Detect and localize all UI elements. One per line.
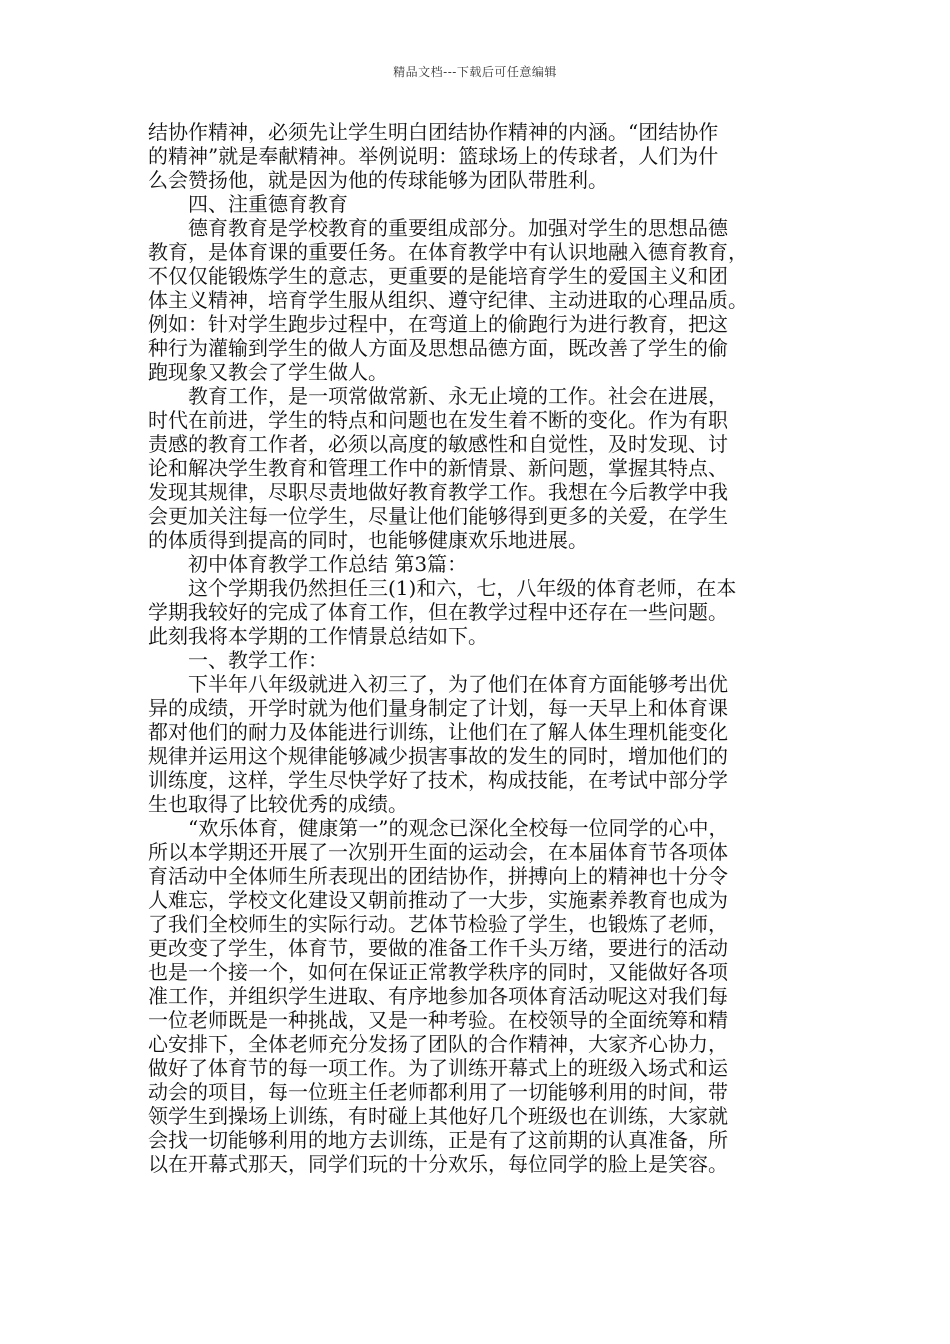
text-line: 会更加关注每一位学生，尽量让他们能够得到更多的关爱，在学生: [148, 504, 728, 528]
page-header: 精品文档---下载后可任意编辑: [393, 65, 557, 79]
text-line: 动会的项目，每一位班主任老师都利用了一切能够利用的时间，带: [148, 1080, 728, 1104]
text-line: 异的成绩，开学时就为他们量身制定了计划，每一天早上和体育课: [148, 696, 728, 720]
text-line: 的体质得到提高的同时，也能够健康欢乐地进展。: [148, 528, 588, 552]
text-line: 人难忘，学校文化建设又朝前推动了一大步，实施素养教育也成为: [148, 888, 728, 912]
text-line: 一、教学工作：: [188, 648, 328, 672]
text-line: 的精神”就是奉献精神。举例说明：篮球场上的传球者，人们为什: [148, 144, 719, 168]
text-line: 也是一个接一个，如何在保证正常教学秩序的同时，又能做好各项: [148, 960, 728, 984]
text-line: 领学生到操场上训练，有时碰上其他好几个班级也在训练，大家就: [148, 1104, 728, 1128]
text-line: 教育工作，是一项常做常新、永无止境的工作。社会在进展，: [188, 384, 728, 408]
text-line: 生也取得了比较优秀的成绩。: [148, 792, 408, 816]
text-line: 论和解决学生教育和管理工作中的新情景、新问题，掌握其特点、: [148, 456, 728, 480]
text-line: 准工作，并组织学生进取、有序地参加各项体育活动呢这对我们每: [148, 984, 728, 1008]
text-line: 规律并运用这个规律能够减少损害事故的发生的同时，增加他们的: [148, 744, 728, 768]
text-line: 初中体育教学工作总结 第3篇：: [188, 552, 468, 576]
text-line: 发现其规律，尽职尽责地做好教育教学工作。我想在今后教学中我: [148, 480, 728, 504]
text-line: 以在开幕式那天，同学们玩的十分欢乐，每位同学的脸上是笑容。: [148, 1152, 728, 1176]
text-line: 一位老师既是一种挑战，又是一种考验。在校领导的全面统筹和精: [148, 1008, 728, 1032]
text-line: 心安排下，全体老师充分发扬了团队的合作精神，大家齐心协力，: [148, 1032, 728, 1056]
text-line: 这个学期我仍然担任三(1)和六，七，八年级的体育老师，在本: [188, 576, 737, 600]
text-line: 不仅仅能锻炼学生的意志，更重要的是能培育学生的爱国主义和团: [148, 264, 728, 288]
text-line: 了我们全校师生的实际行动。艺体节检验了学生，也锻炼了老师，: [148, 912, 728, 936]
text-line: 会找一切能够利用的地方去训练，正是有了这前期的认真准备，所: [148, 1128, 728, 1152]
text-line: 此刻我将本学期的工作情景总结如下。: [148, 624, 488, 648]
text-line: 做好了体育节的每一项工作。为了训练开幕式上的班级入场式和运: [148, 1056, 728, 1080]
text-line: 德育教育是学校教育的重要组成部分。加强对学生的思想品德: [188, 216, 728, 240]
text-line: 训练度，这样，学生尽快学好了技术，构成技能，在考试中部分学: [148, 768, 728, 792]
text-line: 教育，是体育课的重要任务。在体育教学中有认识地融入德育教育，: [148, 240, 748, 264]
text-line: 所以本学期还开展了一次别开生面的运动会，在本届体育节各项体: [148, 840, 728, 864]
text-line: 时代在前进，学生的特点和问题也在发生着不断的变化。作为有职: [148, 408, 728, 432]
text-line: 责感的教育工作者，必须以高度的敏感性和自觉性，及时发现、讨: [148, 432, 728, 456]
text-line: 四、注重德育教育: [188, 192, 348, 216]
text-line: 么会赞扬他，就是因为他的传球能够为团队带胜利。: [148, 168, 608, 192]
text-line: 下半年八年级就进入初三了，为了他们在体育方面能够考出优: [188, 672, 728, 696]
text-line: 结协作精神，必须先让学生明白团结协作精神的内涵。“团结协作: [148, 120, 719, 144]
text-line: 跑现象又教会了学生做人。: [148, 360, 388, 384]
text-line: 体主义精神，培育学生服从组织、遵守纪律、主动进取的心理品质。: [148, 288, 748, 312]
text-line: 种行为灌输到学生的做人方面及思想品德方面，既改善了学生的偷: [148, 336, 728, 360]
text-line: 例如：针对学生跑步过程中，在弯道上的偷跑行为进行教育，把这: [148, 312, 728, 336]
document-body: [148, 120, 818, 1176]
text-line: 育活动中全体师生所表现出的团结协作，拼搏向上的精神也十分令: [148, 864, 728, 888]
text-line: 更改变了学生，体育节，要做的准备工作千头万绪，要进行的活动: [148, 936, 728, 960]
text-line: 都对他们的耐力及体能进行训练，让他们在了解人体生理机能变化: [148, 720, 728, 744]
text-line: 学期我较好的完成了体育工作，但在教学过程中还存在一些问题。: [148, 600, 728, 624]
text-line: “欢乐体育，健康第一”的观念已深化全校每一位同学的心中，: [188, 816, 729, 840]
